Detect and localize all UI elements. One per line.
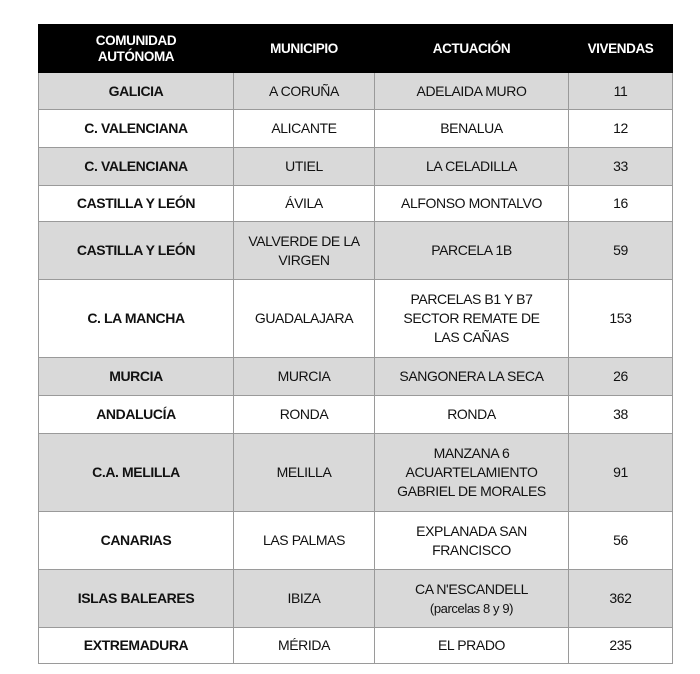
cell-community: CANARIAS — [39, 512, 234, 570]
cell-homes: 12 — [569, 110, 673, 148]
action-line: GABRIEL DE MORALES — [397, 483, 546, 499]
municipality-line: RONDA — [279, 406, 329, 422]
table-row — [39, 186, 673, 222]
cell-homes: 235 — [569, 628, 673, 664]
cell-municipality — [234, 222, 375, 280]
table-row — [39, 110, 673, 148]
header-homes: VIVENDAS — [569, 25, 673, 73]
action-line: ALFONSO MONTALVO — [401, 195, 542, 211]
municipality-line: A CORUÑA — [269, 82, 339, 99]
cell-municipality — [234, 570, 375, 628]
municipality-line: GUADALAJARA — [254, 310, 354, 326]
action-line: FRANCISCO — [432, 541, 511, 558]
cell-municipality — [234, 358, 375, 396]
cell-municipality — [234, 434, 375, 512]
cell-community: C. VALENCIANA — [39, 148, 234, 186]
header-community-line1: COMUNIDAD — [95, 32, 177, 48]
table-row — [39, 222, 673, 280]
table-row — [39, 434, 673, 512]
cell-action — [375, 358, 569, 396]
cell-action — [375, 396, 569, 434]
cell-homes: 38 — [569, 396, 673, 434]
cell-action — [375, 280, 569, 358]
header-municipality: MUNICIPIO — [234, 25, 375, 73]
cell-municipality — [234, 186, 375, 222]
cell-homes: 11 — [569, 73, 673, 110]
cell-action — [375, 148, 569, 186]
cell-municipality — [234, 512, 375, 570]
municipality-line: MURCIA — [277, 368, 331, 384]
cell-homes: 91 — [569, 434, 673, 512]
table-row — [39, 358, 673, 396]
cell-action — [375, 628, 569, 664]
action-line: LA CELADILLA — [426, 158, 517, 174]
action-line: EXPLANADA SAN — [416, 522, 527, 539]
housing-table — [38, 24, 673, 664]
cell-community: CASTILLA Y LEÓN — [39, 222, 234, 280]
action-line: ADELAIDA MURO — [416, 82, 527, 99]
cell-municipality — [234, 73, 375, 110]
cell-municipality — [234, 148, 375, 186]
municipality-line: UTIEL — [285, 158, 323, 174]
cell-action — [375, 186, 569, 222]
municipality-line: VALVERDE DE LA — [248, 232, 360, 249]
action-line: (parcelas 8 y 9) — [429, 600, 514, 616]
municipality-line: IBIZA — [287, 590, 321, 606]
cell-action — [375, 434, 569, 512]
cell-homes: 26 — [569, 358, 673, 396]
cell-homes: 153 — [569, 280, 673, 358]
header-community-line2: AUTÓNOMA — [97, 48, 175, 64]
municipality-line: MÉRIDA — [277, 637, 331, 653]
cell-action — [375, 512, 569, 570]
table-row — [39, 280, 673, 358]
table-row — [39, 148, 673, 186]
action-line: SANGONERA LA SECA — [399, 368, 544, 384]
cell-municipality — [234, 396, 375, 434]
municipality-line: ALICANTE — [271, 120, 337, 136]
table-row — [39, 73, 673, 110]
cell-action — [375, 222, 569, 280]
action-line: MANZANA 6 — [433, 445, 510, 461]
cell-community: EXTREMADURA — [39, 628, 234, 664]
action-line: BENALUA — [440, 120, 503, 136]
cell-community: ANDALUCÍA — [39, 396, 234, 434]
action-line: EL PRADO — [437, 637, 506, 653]
cell-homes: 16 — [569, 186, 673, 222]
cell-municipality — [234, 110, 375, 148]
cell-action — [375, 73, 569, 110]
table-body — [39, 73, 673, 664]
cell-action — [375, 110, 569, 148]
municipality-line: LAS PALMAS — [262, 532, 346, 548]
cell-action — [375, 570, 569, 628]
cell-community: C.A. MELILLA — [39, 434, 234, 512]
action-line: PARCELA 1B — [431, 242, 512, 258]
table-row — [39, 628, 673, 664]
table-row — [39, 396, 673, 434]
table-header-row — [39, 25, 673, 73]
cell-municipality — [234, 628, 375, 664]
action-line: ACUARTELAMIENTO — [405, 464, 538, 480]
municipality-line: MELILLA — [276, 464, 332, 480]
cell-homes: 59 — [569, 222, 673, 280]
cell-homes: 56 — [569, 512, 673, 570]
municipality-line: ÁVILA — [285, 195, 323, 211]
cell-community: GALICIA — [39, 73, 234, 110]
cell-community: C. LA MANCHA — [39, 280, 234, 358]
cell-community: CASTILLA Y LEÓN — [39, 186, 234, 222]
header-action: ACTUACIÓN — [375, 25, 569, 73]
table-row — [39, 570, 673, 628]
cell-municipality — [234, 280, 375, 358]
action-line: SECTOR REMATE DE — [403, 310, 540, 326]
action-line: PARCELAS B1 Y B7 — [410, 291, 533, 307]
action-line: RONDA — [447, 406, 496, 422]
header-community — [39, 25, 234, 73]
cell-community: ISLAS BALEARES — [39, 570, 234, 628]
municipality-line: VIRGEN — [278, 251, 330, 268]
action-line: LAS CAÑAS — [434, 329, 509, 345]
cell-community: MURCIA — [39, 358, 234, 396]
action-line: CA N'ESCANDELL — [414, 580, 528, 597]
table-row — [39, 512, 673, 570]
cell-community: C. VALENCIANA — [39, 110, 234, 148]
cell-homes: 33 — [569, 148, 673, 186]
cell-homes: 362 — [569, 570, 673, 628]
